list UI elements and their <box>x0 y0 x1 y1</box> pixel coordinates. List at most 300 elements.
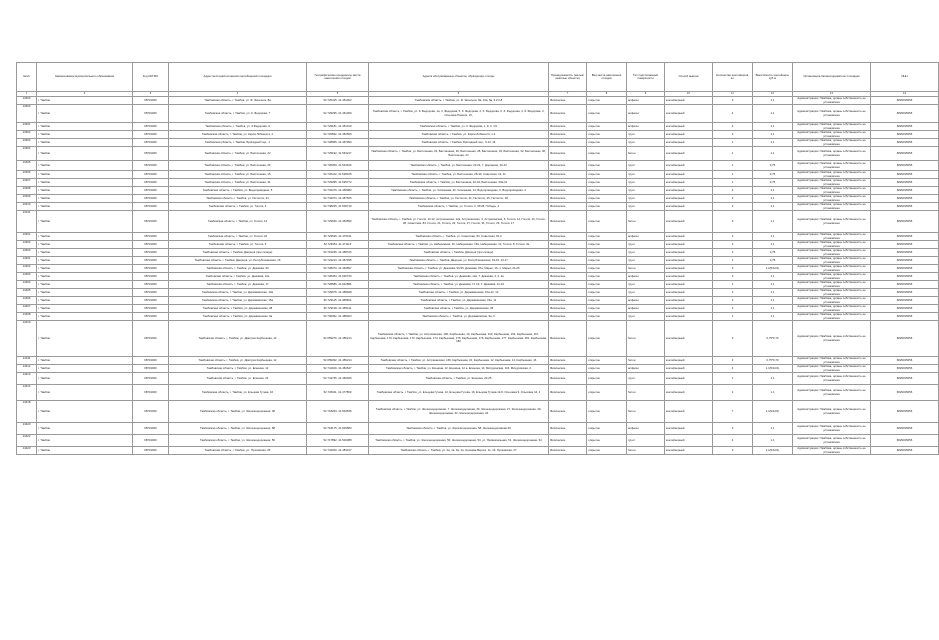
removal-method: контейнерный <box>665 203 713 211</box>
container-count: 3 <box>713 447 753 455</box>
container-volume: 1,1 <box>753 373 793 385</box>
site-type: открытое <box>587 289 627 297</box>
site-type: открытое <box>587 423 627 435</box>
row-number: 14402 <box>17 265 37 273</box>
surface-type: асфальт <box>627 297 665 305</box>
container-count: 4 <box>713 435 753 447</box>
surface-type: асфальт <box>627 273 665 281</box>
municipality: г. Тамбов <box>37 203 133 211</box>
inn: 6829015056 <box>871 289 939 297</box>
ownership: Физические <box>549 289 587 297</box>
inn: 6829015056 <box>871 321 939 357</box>
coordinates: 52.715236, 41.458726 <box>307 249 369 257</box>
row-number: 14410 <box>17 321 37 357</box>
column-number: 3 <box>133 92 169 97</box>
municipality: г. Тамбов <box>37 289 133 297</box>
ownership: Физические <box>549 257 587 265</box>
coordinates: 52.729335, 41.461309 <box>307 105 369 123</box>
row-number: 14414 <box>17 385 37 401</box>
served-objects: Тамбовская область, г. Тамбов, ул. Есенина, 23-25 <box>369 373 549 385</box>
site-type: открытое <box>587 265 627 273</box>
oktmo-code: 68701000 <box>133 131 169 139</box>
row-number: 14420 <box>17 423 37 435</box>
balance-holder: Администрация г.Тамбова, органы собственность не установлена <box>793 357 871 365</box>
registry-table <box>16 62 939 455</box>
municipality: г. Тамбов <box>37 139 133 147</box>
coordinates: 52.729115, 41.458504 <box>307 297 369 305</box>
served-objects: Тамбовская область, г. Тамбов, ул. Державинская, 10а-12, 12 <box>369 289 549 297</box>
removal-method: контейнерный <box>665 257 713 265</box>
municipality: г. Тамбов <box>37 195 133 203</box>
site-address: Тамбовская область, г. Тамбов, ул. Карла Либкнехта, 2 <box>169 131 307 139</box>
balance-holder: Администрация г.Тамбова, органы собственность не установлена <box>793 313 871 321</box>
container-count: 3 <box>713 357 753 365</box>
municipality: г. Тамбов <box>37 357 133 365</box>
coordinates: 52.724213, 41.467935 <box>307 257 369 265</box>
row-number: 13402 <box>17 131 37 139</box>
balance-holder: Администрация г.Тамбова, органы собственность не установлена <box>793 423 871 435</box>
inn: 6829015056 <box>871 373 939 385</box>
column-header: Принадлежность (жилые/нежилые объекты) <box>549 63 587 92</box>
inn: 6829015056 <box>871 313 939 321</box>
surface-type: бетон <box>627 211 665 233</box>
container-volume: 1,1 <box>753 297 793 305</box>
site-type: открытое <box>587 435 627 447</box>
balance-holder: Администрация г.Тамбова, органы собственность не установлена <box>793 195 871 203</box>
municipality: г. Тамбов <box>37 305 133 313</box>
site-type: открытое <box>587 123 627 131</box>
ownership: Физические <box>549 171 587 179</box>
inn: 6829015056 <box>871 147 939 161</box>
container-volume: 1,1 <box>753 139 793 147</box>
site-address: Тамбовская область, г. Тамбов, ул. Гоголя, 14 <box>169 211 307 233</box>
removal-method: контейнерный <box>665 179 713 187</box>
oktmo-code: 68701000 <box>133 435 169 447</box>
row-number: 14423 <box>17 447 37 455</box>
ownership: Физические <box>549 131 587 139</box>
row-number: 13410 <box>17 203 37 211</box>
site-address: Тамбовская область, г. Тамбов, ул. Державинская, 6а <box>169 313 307 321</box>
table-row <box>17 365 939 373</box>
served-objects: Тамбовская область, г. Тамбов, ул. Державинская, 6а, 6 <box>369 313 549 321</box>
coordinates: 52.729351, 41.471113 <box>307 241 369 249</box>
column-header: ИНН <box>871 63 939 92</box>
oktmo-code: 68701000 <box>133 281 169 289</box>
served-objects: Тамбовская область, г. Тамбов, ул. Гоголя, 4, 15/28, Победы, 4 <box>369 203 549 211</box>
row-number: 13402 <box>17 241 37 249</box>
inn: 6829015056 <box>871 241 939 249</box>
container-volume: 1,1 <box>753 289 793 297</box>
row-number: 14408 <box>17 313 37 321</box>
container-volume: 1,1 <box>753 147 793 161</box>
surface-type: грунт <box>627 313 665 321</box>
container-volume: 1,1 <box>753 435 793 447</box>
table-row <box>17 97 939 105</box>
oktmo-code: 68701000 <box>133 139 169 147</box>
coordinates: 52.726050, 41.543916 <box>307 161 369 171</box>
coordinates: 52.728453, 41.536733 <box>307 273 369 281</box>
served-objects: Тамбовская область, г. Тамбов, ул. Гоголя, 10,12, Астраханская, 12а, Астраханская, 4, Астраханская, 6, Гоголя, 14, Гоголя, 16, Гоголя, 28, Советская, 84, Гоголя, 21, Гоголя, 23, Гоголя, 27, Гоголя, 31, Гоголя, 29, Гоголя, 17 <box>369 211 549 233</box>
oktmo-code: 68701000 <box>133 195 169 203</box>
row-number: 14406 <box>17 297 37 305</box>
site-address: Тамбовская область, г. Тамбов, ул. Державинская, 15а <box>169 297 307 305</box>
site-address: Тамбовская область, г. Тамбов, ул. Ельцова Гутева, 16 <box>169 385 307 401</box>
oktmo-code: 68701000 <box>133 273 169 281</box>
container-volume: 0,75 <box>753 171 793 179</box>
row-number: 13403 <box>17 249 37 257</box>
container-volume: 1,1 <box>753 187 793 195</box>
site-address: Тамбовская область, г. Тамбов, ул. З. Федорова, 7 <box>169 105 307 123</box>
served-objects: Тамбовская область, г. Тамбов, ул. Карла Либкнехта, 1-4 <box>369 131 549 139</box>
oktmo-code: 68701000 <box>133 171 169 179</box>
table-row <box>17 385 939 401</box>
ownership: Физические <box>549 313 587 321</box>
oktmo-code: 68701000 <box>133 233 169 241</box>
site-address: Тамбовская область, г. Тамбов, ул. Бастионная, 22 <box>169 147 307 161</box>
oktmo-code: 68701000 <box>133 305 169 313</box>
oktmo-code: 68701000 <box>133 373 169 385</box>
municipality: г. Тамбов <box>37 257 133 265</box>
coordinates: 52.741919, 41.452647 <box>307 365 369 373</box>
served-objects: Тамбовская область, г. Тамбов, ул. Бастионная, 28-30, Советская, 13, 11 <box>369 171 549 179</box>
column-number: 12 <box>753 92 793 97</box>
balance-holder: Администрация г.Тамбова, органы собственность не установлена <box>793 265 871 273</box>
row-number: 13403 <box>17 139 37 147</box>
served-objects: Тамбовская область, г. Тамбов, ул. Железнодорожная, 58, Железнодорожная 60 <box>369 423 549 435</box>
ownership: Физические <box>549 273 587 281</box>
container-volume: 1,1 <box>753 211 793 233</box>
removal-method: контейнерный <box>665 313 713 321</box>
ownership: Физические <box>549 211 587 233</box>
column-header: Географические координаты места накопления отходов <box>307 63 369 92</box>
site-address: Тамбовская область, г. Тамбов, ул. Дмитрия Карбышева, 12 <box>169 321 307 357</box>
inn: 6829015056 <box>871 401 939 423</box>
container-count: 4 <box>713 365 753 373</box>
table-row <box>17 147 939 161</box>
removal-method: контейнерный <box>665 241 713 249</box>
container-volume: 1,1 <box>753 233 793 241</box>
column-header: Адрес месторасположения контейнерной площадки <box>169 63 307 92</box>
inn: 6829015056 <box>871 447 939 455</box>
surface-type: асфальт <box>627 123 665 131</box>
site-type: открытое <box>587 401 627 423</box>
container-volume: 1,1 <box>753 195 793 203</box>
site-type: открытое <box>587 131 627 139</box>
container-count: 1 <box>713 313 753 321</box>
table-row <box>17 321 939 357</box>
served-objects: Тамбовская область, г. Тамбов, ул. Чичканова, 26, Чичканова, 14, Водопроводная, 5, Водопроводная, 3 <box>369 187 549 195</box>
municipality: г. Тамбов <box>37 171 133 179</box>
site-type: открытое <box>587 161 627 171</box>
removal-method: контейнерный <box>665 401 713 423</box>
container-volume: 1,1(5/4/21) <box>753 447 793 455</box>
site-type: открытое <box>587 187 627 195</box>
container-count: 2 <box>713 305 753 313</box>
removal-method: контейнерный <box>665 265 713 273</box>
coordinates: 52.659276, 41.456214 <box>307 321 369 357</box>
ownership: Физические <box>549 179 587 187</box>
balance-holder: Администрация г.Тамбова, органы собственность не установлена <box>793 241 871 249</box>
site-address: Тамбовская область, г. Тамбов, ул. Ф. Энгельса, 8а <box>169 97 307 105</box>
site-address: Тамбовская область, г. Тамбов, ул. Бастионная, 15 <box>169 171 307 179</box>
column-header: Количество контейнеров, шт <box>713 63 753 92</box>
ownership: Физические <box>549 105 587 123</box>
row-number: 13401 <box>17 233 37 241</box>
column-header: Организация-балансодержатель площадки <box>793 63 871 92</box>
row-number: 14422 <box>17 435 37 447</box>
container-volume: 0,75*0,70 <box>753 357 793 365</box>
ownership: Физические <box>549 401 587 423</box>
coordinates: 52.725192, 41.543217 <box>307 147 369 161</box>
surface-type: грунт <box>627 171 665 179</box>
row-number: 13409 <box>17 195 37 203</box>
site-address: Тамбовская область, г. Тамбов, Бригадный пер., 1 <box>169 139 307 147</box>
site-address: Тамбовская область, г. Тамбов, ул. Гоголя, 5 <box>169 241 307 249</box>
removal-method: контейнерный <box>665 273 713 281</box>
oktmo-code: 68701000 <box>133 385 169 401</box>
container-volume: 1,1 <box>753 273 793 281</box>
container-count: 1 <box>713 257 753 265</box>
column-header: Тип подстилающей поверхности <box>627 63 665 92</box>
inn: 6829015056 <box>871 139 939 147</box>
oktmo-code: 68701000 <box>133 203 169 211</box>
coordinates: 52.717892, 41.503388 <box>307 435 369 447</box>
inn: 6829015056 <box>871 265 939 273</box>
site-address: Тамбовская область, г. Тамбов, ул. Дежнёва, 17 <box>169 281 307 289</box>
row-number: 13405 <box>17 161 37 171</box>
column-number: 5 <box>307 92 369 97</box>
coordinates: 52.743373, 41.457525 <box>307 195 369 203</box>
container-count: 7 <box>713 401 753 423</box>
site-type: открытое <box>587 313 627 321</box>
ownership: Физические <box>549 123 587 131</box>
row-number: 14412 <box>17 365 37 373</box>
container-volume: 1,1 <box>753 105 793 123</box>
ownership: Физические <box>549 385 587 401</box>
municipality: г. Тамбов <box>37 297 133 305</box>
site-type: открытое <box>587 365 627 373</box>
site-address: Тамбовская область, г. Тамбов, ул. Железнодорожная, 38 <box>169 401 307 423</box>
inn: 6829015056 <box>871 131 939 139</box>
site-address: Тамбовская область, г. Тамбов, ул. Есенина, 23 <box>169 373 307 385</box>
ownership: Физические <box>549 447 587 455</box>
municipality: г. Тамбов <box>37 97 133 105</box>
column-header: Способ вывоза <box>665 63 713 92</box>
site-address: Тамбовская область, г. Тамбов, ул. Дмитрия Карбышева, 12 <box>169 357 307 365</box>
coordinates: 52.729138, 41.455411 <box>307 305 369 313</box>
coordinates: 52.725415, 41.451302 <box>307 97 369 105</box>
oktmo-code: 68701000 <box>133 187 169 195</box>
ownership: Физические <box>549 203 587 211</box>
column-number: 2 <box>37 92 133 97</box>
ownership: Физические <box>549 435 587 447</box>
coordinates: 52.726832, 41.452509 <box>307 131 369 139</box>
oktmo-code: 68701000 <box>133 257 169 265</box>
column-header: Вместимость контейнера, куб.м <box>753 63 793 92</box>
balance-holder: Администрация г.Тамбова, органы собственность не установлена <box>793 305 871 313</box>
balance-holder: Администрация г.Тамбова, органы собственность не установлена <box>793 365 871 373</box>
container-volume: 1,1(5/4/21) <box>753 401 793 423</box>
municipality: г. Тамбов <box>37 401 133 423</box>
oktmo-code: 68701000 <box>133 401 169 423</box>
surface-type: бетон <box>627 401 665 423</box>
row-number: 14404 <box>17 281 37 289</box>
table-body <box>17 97 939 455</box>
surface-type: бетон <box>627 357 665 365</box>
container-count: 3 <box>713 423 753 435</box>
surface-type: грунт <box>627 131 665 139</box>
surface-type: бетон <box>627 321 665 357</box>
inn: 6829015056 <box>871 179 939 187</box>
table-header-row <box>17 63 939 92</box>
site-address: Тамбовская область, г. Тамбов, ул. З.Федорова, 9 <box>169 123 307 131</box>
column-header: №п/п <box>17 63 37 92</box>
surface-type: грунт <box>627 161 665 171</box>
inn: 6829015056 <box>871 195 939 203</box>
surface-type: асфальт <box>627 105 665 123</box>
oktmo-code: 68701000 <box>133 241 169 249</box>
coordinates: 52.728955, 41.457993 <box>307 139 369 147</box>
removal-method: контейнерный <box>665 161 713 171</box>
surface-type: грунт <box>627 373 665 385</box>
balance-holder: Администрация г.Тамбова, органы собственность не установлена <box>793 435 871 447</box>
oktmo-code: 68701000 <box>133 423 169 435</box>
balance-holder: Администрация г.Тамбова, органы собственность не установлена <box>793 139 871 147</box>
municipality: г. Тамбов <box>37 233 133 241</box>
inn: 6829015056 <box>871 365 939 373</box>
coordinates: 52.728370, 41.463597 <box>307 265 369 273</box>
ownership: Физические <box>549 281 587 289</box>
removal-method: контейнерный <box>665 423 713 435</box>
container-count: 1 <box>713 179 753 187</box>
inn: 6829015056 <box>871 423 939 435</box>
ownership: Физические <box>549 161 587 171</box>
site-type: открытое <box>587 233 627 241</box>
site-address: Тамбовская область, г. Тамбов, ул. Железнодорожная, 58 <box>169 423 307 435</box>
surface-type: бетон <box>627 265 665 273</box>
ownership: Физические <box>549 321 587 357</box>
balance-holder: Администрация г.Тамбова, органы собственность не установлена <box>793 97 871 105</box>
served-objects: Тамбовская область, г. Тамбов, ул. Ельцова Гутева, 12, Ельцова Гутева, 16, Ельцова Гутева 12-8, Ольховка 9, Ольховка 44, 4 <box>369 385 549 401</box>
served-objects: Тамбовская область, г. Тамбов, ул. 2а, 1а, 3а, 1а, Несаева Вероги, 11, 13, Пулковская, 27 <box>369 447 549 455</box>
column-header: Адреса обслуживаемых объектов, образующих отходы <box>369 63 549 92</box>
coordinates: 52.718175, 41.503583 <box>307 423 369 435</box>
table-row <box>17 373 939 385</box>
coordinates: 52.745311, 41.477869 <box>307 385 369 401</box>
served-objects: Тамбовская область, г. Тамбов, ул. Державинская, 15а, 11 <box>369 297 549 305</box>
container-count: 4 <box>713 105 753 123</box>
municipality: г. Тамбов <box>37 273 133 281</box>
inn: 6829015056 <box>871 297 939 305</box>
oktmo-code: 68701000 <box>133 147 169 161</box>
site-address: Тамбовская область, г. Тамбов, ул. Пулковская, 25 <box>169 447 307 455</box>
site-type: открытое <box>587 211 627 233</box>
container-volume: 0,75 <box>753 179 793 187</box>
removal-method: контейнерный <box>665 365 713 373</box>
served-objects: Тамбовская область, г. Тамбов, ул. Дежнёва, 94-95, Дежнёва, 97а, Марьи, 16 -1, Марьи, 24-25 <box>369 265 549 273</box>
oktmo-code: 68701000 <box>133 105 169 123</box>
removal-method: контейнерный <box>665 305 713 313</box>
surface-type: грунт <box>627 435 665 447</box>
served-objects: Тамбовская область, г. Тамбов, ул. Астраханская, 166, Карбышева, 10, Карбышева, 12, Карбышева, 14, Карбышева, 16 <box>369 357 549 365</box>
container-count: 2 <box>713 203 753 211</box>
ownership: Физические <box>549 265 587 273</box>
table-row <box>17 313 939 321</box>
site-type: открытое <box>587 139 627 147</box>
site-address: Тамбовская область, г. Тамбов, ул. Бастионная, 26 <box>169 161 307 171</box>
municipality: г. Тамбов <box>37 313 133 321</box>
row-number: 13408 <box>17 187 37 195</box>
coordinates: 52.729940, 41.463590 <box>307 211 369 233</box>
municipality: г. Тамбов <box>37 249 133 257</box>
table-row <box>17 447 939 455</box>
surface-type: бетон <box>627 147 665 161</box>
municipality: г. Тамбов <box>37 179 133 187</box>
served-objects: Тамбовская область, г. Тамбов, Бригадный пер., 9-14, 16 <box>369 139 549 147</box>
surface-type: грунт <box>627 241 665 249</box>
container-volume: 1,1 <box>753 305 793 313</box>
ownership: Физические <box>549 233 587 241</box>
served-objects: Тамбовская область, г. Тамбов, ул. Бастионная, 16, Бастионная, 26, Бастионная, 28, Бастионная, 34, Бастионная, 32, Бастионная, 30, Бастионная, 24 <box>369 147 549 161</box>
site-type: открытое <box>587 241 627 249</box>
municipality: г. Тамбов <box>37 435 133 447</box>
removal-method: контейнерный <box>665 321 713 357</box>
inn: 6829015056 <box>871 123 939 131</box>
row-number: 13404 <box>17 147 37 161</box>
inn: 6829015056 <box>871 187 939 195</box>
column-number: 4 <box>169 92 307 97</box>
row-number: 13401 <box>17 123 37 131</box>
oktmo-code: 68701000 <box>133 365 169 373</box>
coordinates: 52.730362, 41.458463 <box>307 313 369 321</box>
container-count: 2 <box>713 241 753 249</box>
ownership: Физические <box>549 147 587 161</box>
site-address: Тамбовская область, г. Тамбов, ул. Гастелло, 31 <box>169 195 307 203</box>
site-address: Тамбовская область, г. Тамбов, Дворцов (при складе) <box>169 249 307 257</box>
container-volume: 1,1(5/4/21) <box>753 365 793 373</box>
container-count: 2 <box>713 289 753 297</box>
site-type: открытое <box>587 105 627 123</box>
served-objects: Тамбовская область, г. Тамбов, ул. Астраханская, 166, Карбышева, 10, Карбышева, 163, Карбышева, 164, Карбышева, 167, Карбышева, 170, Карбышева, 173, Карбышева, 174, Карбышева, 175, Карбышева, 176, Карбышева, 177, Карбышева, 181, Карбышева, 182 <box>369 321 549 357</box>
surface-type: грунт <box>627 249 665 257</box>
surface-type: бетон <box>627 385 665 401</box>
served-objects: Тамбовская область, г. Тамбов, ул. З. Федорова, 1а, 3, Федорова, 5, З. Федорова, 2, З. Федорова, 6, З. Федорова, 4, З. Федорова, 3, Ольговка Ромиля, 15, <box>369 105 549 123</box>
container-count: 3 <box>713 321 753 357</box>
balance-holder: Администрация г.Тамбова, органы собственность не установлена <box>793 249 871 257</box>
municipality: г. Тамбов <box>37 123 133 131</box>
municipality: г. Тамбов <box>37 211 133 233</box>
surface-type: грунт <box>627 187 665 195</box>
site-type: открытое <box>587 195 627 203</box>
coordinates: 52.729526, 41.470311 <box>307 233 369 241</box>
surface-type: грунт <box>627 139 665 147</box>
inn: 6829015056 <box>871 233 939 241</box>
container-count: 1 <box>713 147 753 161</box>
coordinates: 52.729976, 41.458948 <box>307 289 369 297</box>
inn: 6829015056 <box>871 357 939 365</box>
site-address: Тамбовская область, г. Тамбов, Дворцов, ул. Республиканская, 15 <box>169 257 307 265</box>
site-address: Тамбовская область, г. Тамбов, ул. Гоголя, 4 <box>169 203 307 211</box>
column-number: 9 <box>627 92 665 97</box>
ownership: Физические <box>549 373 587 385</box>
container-volume: 0,75 <box>753 249 793 257</box>
served-objects: Тамбовская область, г. Тамбов, Дворцов (при складе) <box>369 249 549 257</box>
balance-holder: Администрация г.Тамбова, органы собственность не установлена <box>793 401 871 423</box>
site-address: Тамбовская область, г. Тамбов, ул. Дежнёва, 12а <box>169 273 307 281</box>
row-number: 13400 <box>17 105 37 123</box>
served-objects: Тамбовская область, г. Тамбов, ул. З. Федорова, 1, 9, 3, 4,5 <box>369 123 549 131</box>
site-type: открытое <box>587 357 627 365</box>
